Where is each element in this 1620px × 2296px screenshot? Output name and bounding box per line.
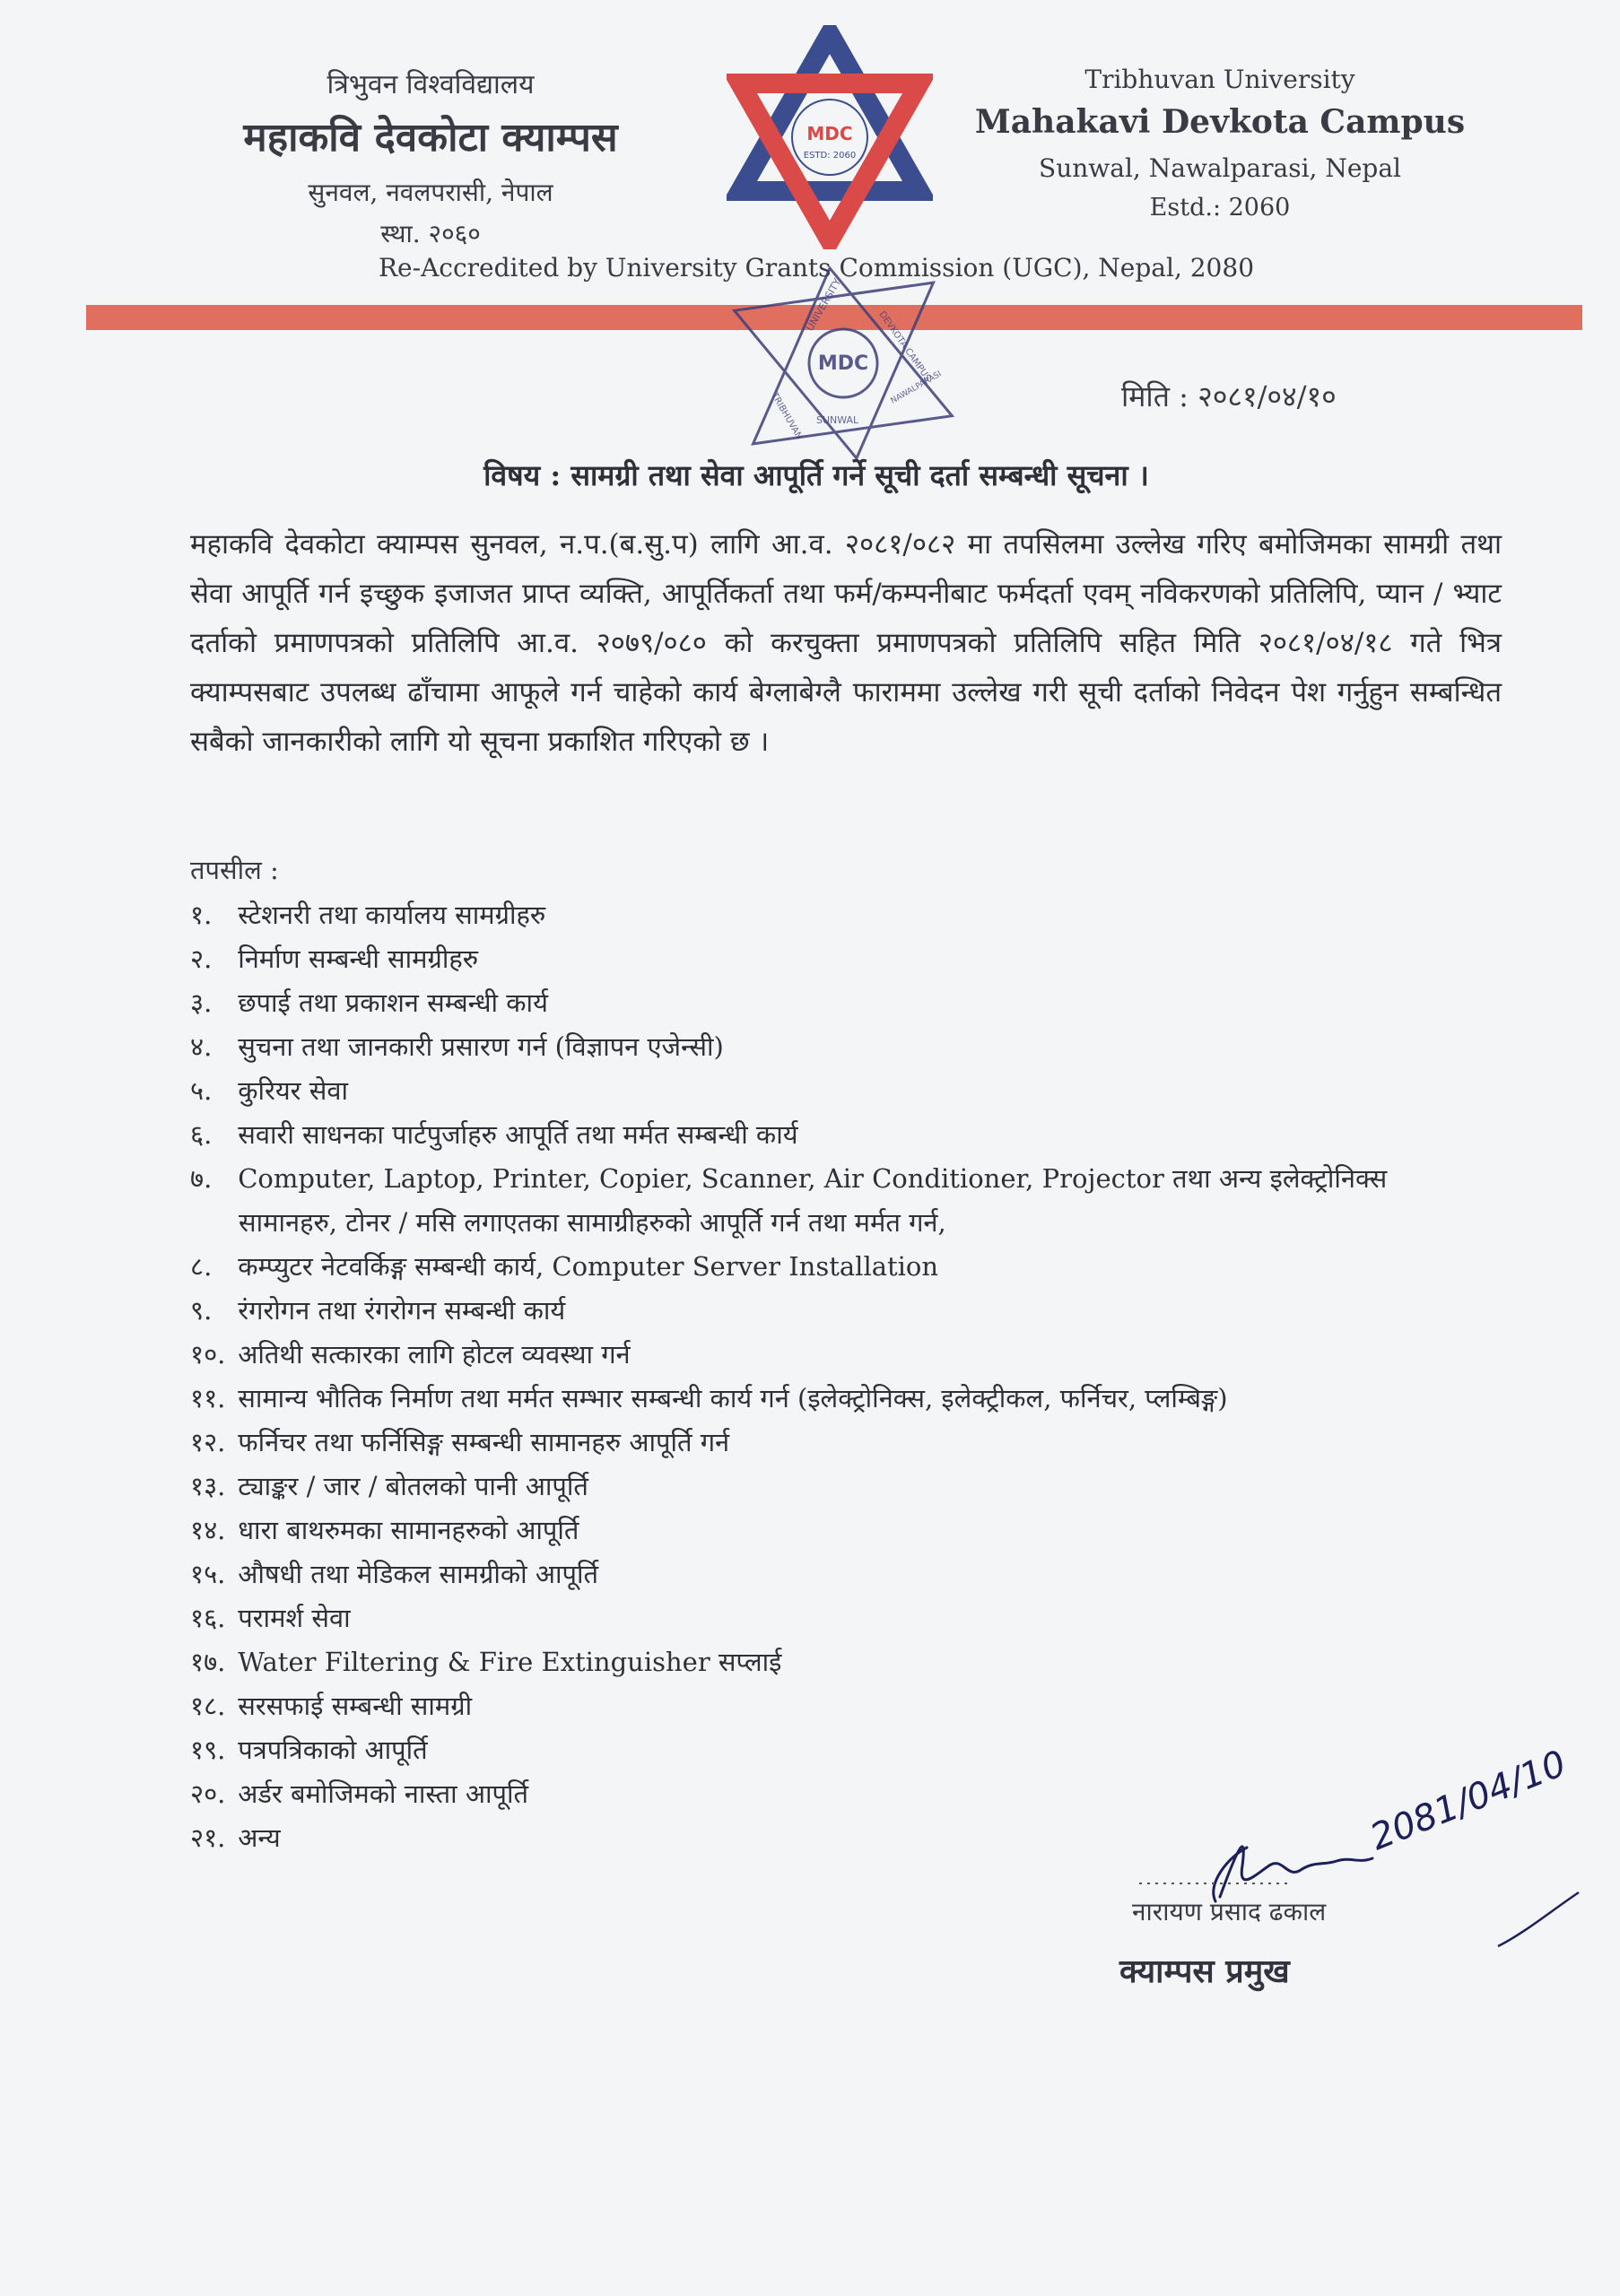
list-item: २. निर्माण सम्बन्धी सामग्रीहरु [190, 944, 479, 974]
list-item: ९. रंगरोगन तथा रंगरोगन सम्बन्धी कार्य [190, 1295, 566, 1326]
list-item: ५. कुरियर सेवा [190, 1075, 349, 1106]
list-item: ८. कम्प्युटर नेटवर्किङ्ग सम्बन्धी कार्य, Computer Server Installation [190, 1251, 939, 1282]
items-list [190, 893, 1509, 1860]
stamp-mdc-text: MDC [817, 352, 869, 375]
list-item: ११. सामान्य भौतिक निर्माण तथा मर्मत सम्भार सम्बन्धी कार्य गर्न (इलेक्ट्रोनिक्स, इलेक्ट्रीकल, फर्निचर, प्लम्बिङ्ग) [190, 1383, 1228, 1413]
list-item: १४. धारा बाथरुमका सामानहरुको आपूर्ति [190, 1515, 579, 1545]
campus-stamp [718, 260, 969, 466]
list-item: ७. Computer, Laptop, Printer, Copier, Scanner, Air Conditioner, Projector तथा अन्य इलेक्ट्रोनिक्स सामानहरु, टोनर / मसि लगाएतका सामाग्रीहरुको आपूर्ति गर्न तथा मर्मत गर्न, [190, 1163, 1388, 1238]
stamp-word-nawalparasi: NAWALPARASI [889, 370, 944, 406]
campus-logo [727, 25, 933, 249]
stamp-word-university: UNIVERSITY [804, 276, 844, 334]
address-np: सुनवल, नवलपरासी, नेपाल [308, 178, 553, 207]
signatory-title: क्याम्पस प्रमुख [1119, 1952, 1290, 1990]
list-item: १०. अतिथी सत्कारका लागि होटल व्यवस्था गर्न [190, 1339, 631, 1370]
campus-name-en: Mahakavi Devkota Campus [974, 103, 1466, 141]
list-item: १९. पत्रपत्रिकाको आपूर्ति [190, 1735, 428, 1765]
list-item: १५. औषधी तथा मेडिकल सामग्रीको आपूर्ति [190, 1559, 598, 1589]
address-en: Sunwal, Nawalparasi, Nepal [1039, 153, 1401, 183]
established-en: Estd.: 2060 [1149, 194, 1291, 222]
campus-name-np: महाकवि देवकोटा क्याम्पस [243, 115, 618, 161]
details-label: तपसील : [190, 855, 279, 885]
list-item: २१. अन्य [190, 1822, 281, 1853]
notice-subject: विषय : सामग्री तथा सेवा आपूर्ति गर्ने सूची दर्ता सम्बन्धी सूचना । [483, 458, 1149, 492]
stamp-word-sunwal: SUNWAL [816, 414, 859, 426]
list-item: १. स्टेशनरी तथा कार्यालय सामग्रीहरु [190, 900, 546, 930]
list-item: १८. सरसफाई सम्बन्धी सामग्री [190, 1691, 473, 1721]
stamp-word-devkota: DEVKOTA CAMPUS [876, 309, 933, 384]
list-item: ६. सवारी साधनका पार्टपुर्जाहरु आपूर्ति तथा मर्मत सम्बन्धी कार्य [190, 1119, 798, 1150]
logo-estd-text: ESTD: 2060 [803, 151, 857, 161]
signatory-name: नारायण प्रसाद ढकाल [1132, 1897, 1327, 1926]
list-item: ३. छपाई तथा प्रकाशन सम्बन्धी कार्य [190, 987, 548, 1018]
established-np: स्था. २०६० [380, 219, 481, 248]
header-right-block [969, 65, 1471, 222]
notice-date: मिति : २०८१/०४/१० [1121, 379, 1337, 413]
list-item: १७. Water Filtering & Fire Extinguisher सप्लाई [190, 1647, 782, 1677]
list-item: १२. फर्निचर तथा फर्निसिङ्ग सम्बन्धी सामानहरु आपूर्ति गर्न [190, 1427, 730, 1457]
accreditation-line: Re-Accredited by University Grants Commission (UGC), Nepal, 2080 [378, 253, 1255, 283]
list-item: ४. सुचना तथा जानकारी प्रसारण गर्न (विज्ञापन एजेन्सी) [190, 1031, 724, 1062]
stamp-word-tribhuvan: TRIBHUVAN [769, 391, 805, 441]
notice-body-paragraph: महाकवि देवकोटा क्याम्पस सुनवल, न.प.(ब.सु.प) लागि आ.व. २०८१/०८२ मा तपसिलमा उल्लेख गरिए बमोजिमका सामग्री तथा सेवा आपूर्ति गर्न इच्छुक इजाजत प्राप्त व्यक्ति, आपूर्तिकर्ता तथा फर्म/कम्पनीबाट फर्मदर्ता एवम् नविकरणको प्रतिलिपि, प्यान / भ्याट दर्ताको प्रमाणपत्रको प्रतिलिपि आ.व. २०७९/०८० को करचुक्ता प्रमाणपत्रको प्रतिलिपि सहित मिति २०८१/०४/१८ गते भित्र क्याम्पसबाट उपलब्ध ढाँचामा आफूले गर्न चाहेको कार्य बेग्लाबेग्लै फाराममा उल्लेख गरी सूची दर्ताको निवेदन पेश गर्नुहुन सम्बन्धित सबैको जानकारीको लागि यो सूचना प्रकाशित गरिएको छ । [190, 528, 1502, 758]
header-left-block [179, 65, 682, 250]
logo-mdc-text: MDC [806, 123, 853, 144]
list-item: १६. परामर्श सेवा [190, 1603, 351, 1633]
handwritten-date: 2081/04/10 [1364, 1743, 1572, 1859]
list-item: १३. ट्याङ्कर / जार / बोतलको पानी आपूर्ति [190, 1471, 588, 1501]
university-name-en: Tribhuvan University [1084, 65, 1355, 94]
list-item: २०. अर्डर बमोजिमको नास्ता आपूर्ति [190, 1779, 529, 1809]
university-name-np: त्रिभुवन विश्वविद्यालय [327, 69, 535, 100]
